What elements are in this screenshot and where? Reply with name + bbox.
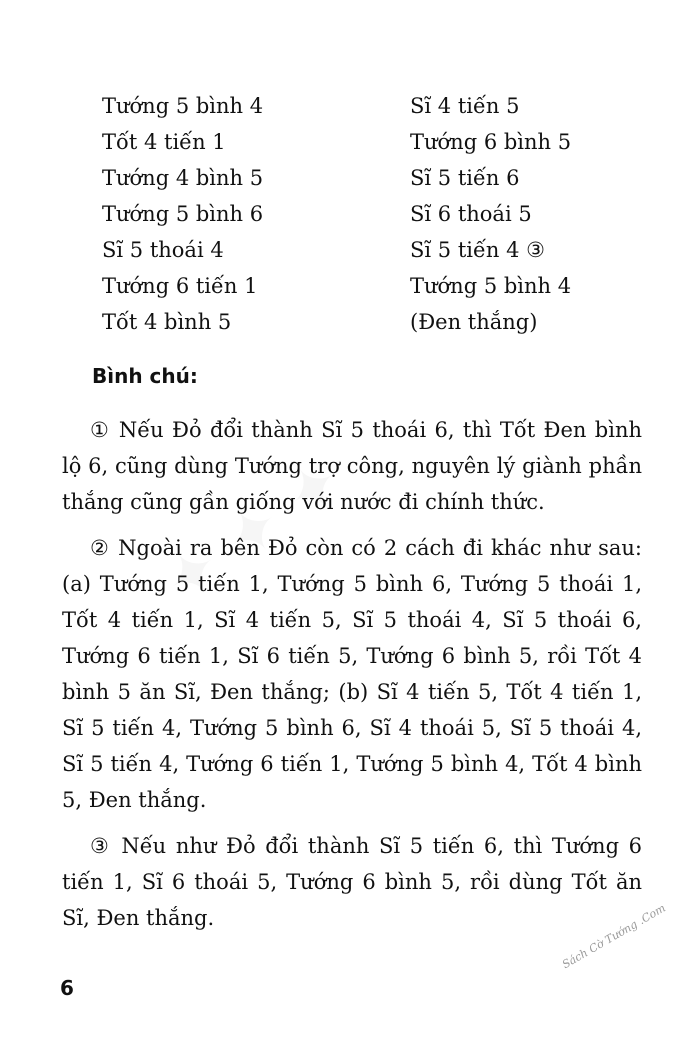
move-item: Tướng 5 bình 4 xyxy=(410,274,572,298)
move-item: Tướng 5 bình 6 xyxy=(102,202,264,226)
watermark-logo: Sách Cờ Tướng .Com xyxy=(560,901,668,972)
note-paragraph: ③ Nếu như Đỏ đổi thành Sĩ 5 tiến 6, thì Tướng 6 tiến 1, Sĩ 6 thoái 5, Tướng 6 bình 5, rồi dùng Tốt ăn Sĩ, Đen thắng. xyxy=(62,834,642,930)
move-item: Sĩ 5 tiến 6 xyxy=(410,166,520,190)
commentary-notes xyxy=(62,412,642,946)
black-moves-column xyxy=(410,88,571,340)
move-item: Sĩ 6 thoái 5 xyxy=(410,202,532,226)
red-moves-column xyxy=(102,88,263,340)
move-item: Sĩ 4 tiến 5 xyxy=(410,94,520,118)
move-item: Sĩ 5 thoái 4 xyxy=(102,238,224,262)
move-item: (Đen thắng) xyxy=(410,310,538,334)
note-paragraph: ① Nếu Đỏ đổi thành Sĩ 5 thoái 6, thì Tốt Đen bình lộ 6, cũng dùng Tướng trợ công, nguyên lý giành phần thắng cũng gần giống với nước đi chính thức. xyxy=(62,418,642,514)
note-paragraph: ② Ngoài ra bên Đỏ còn có 2 cách đi khác như sau: (a) Tướng 5 tiến 1, Tướng 5 bình 6, Tướng 5 thoái 1, Tốt 4 tiến 1, Sĩ 4 tiến 5, Sĩ 5 thoái 4, Sĩ 5 thoái 6, Tướng 6 tiến 1, Sĩ 6 tiến 5, Tướng 6 bình 5, rồi Tốt 4 bình 5 ăn Sĩ, Đen thắng; (b) Sĩ 4 tiến 5, Tốt 4 tiến 1, Sĩ 5 tiến 4, Tướng 5 bình 6, Sĩ 4 thoái 5, Sĩ 5 thoái 4, Sĩ 5 tiến 4, Tướng 6 tiến 1, Tướng 5 bình 4, Tốt 4 bình 5, Đen thắng. xyxy=(62,536,642,812)
move-item: Sĩ 5 tiến 4 ③ xyxy=(410,238,545,262)
move-item: Tướng 6 tiến 1 xyxy=(102,274,258,298)
move-item: Tốt 4 tiến 1 xyxy=(102,130,226,154)
page-number: 6 xyxy=(60,976,74,1000)
move-item: Tướng 4 bình 5 xyxy=(102,166,264,190)
move-item: Tướng 5 bình 4 xyxy=(102,94,264,118)
move-item: Tốt 4 bình 5 xyxy=(102,310,232,334)
commentary-heading: Bình chú: xyxy=(92,364,198,388)
move-item: Tướng 6 bình 5 xyxy=(410,130,572,154)
